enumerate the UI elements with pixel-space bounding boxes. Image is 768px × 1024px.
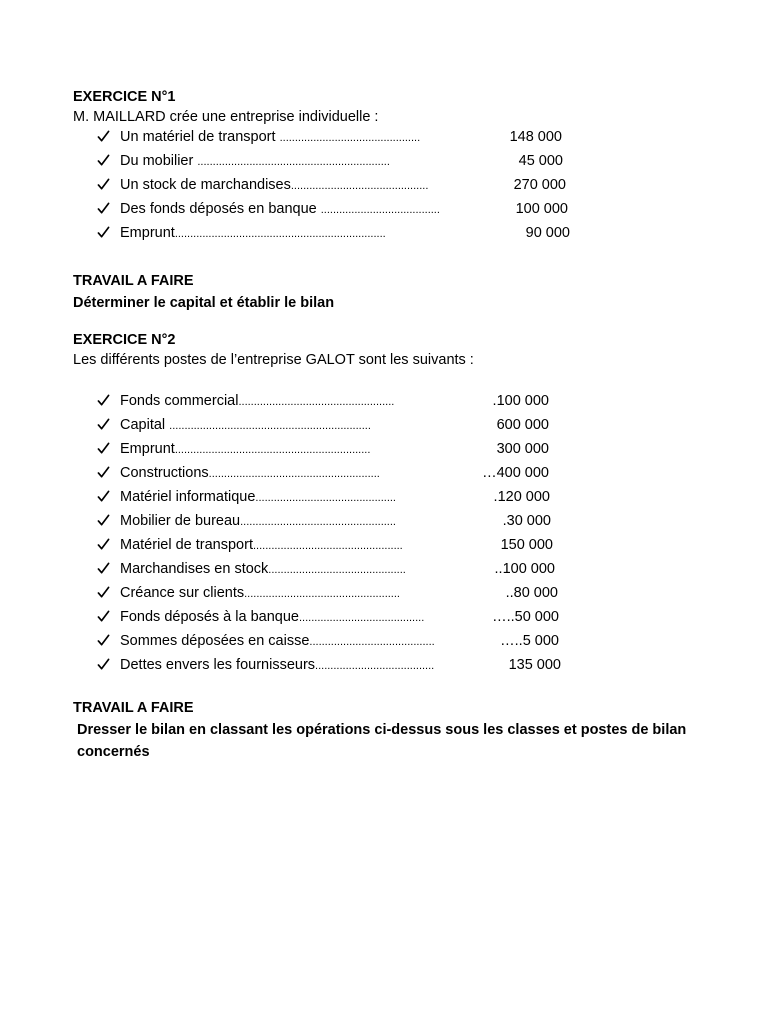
item-label: Fonds déposés à la banque (120, 609, 299, 625)
exercise-1-task-text: Déterminer le capital et établir le bilan (73, 295, 335, 311)
checkmark-icon (97, 488, 111, 506)
checkmark-icon (97, 560, 111, 578)
item-label: Matériel de transport (120, 537, 253, 553)
leader-dots: ....................................... (315, 660, 435, 672)
item-label: Un stock de marchandises (120, 177, 291, 193)
item-value: …..5 000 (500, 633, 559, 649)
item-value: .120 000 (493, 489, 550, 505)
item-value: 45 000 (518, 153, 563, 169)
item-value: …400 000 (482, 465, 549, 481)
item-label: Matériel informatique (120, 489, 256, 505)
exercise-2-task-text-line-2: concernés (77, 744, 150, 760)
item-label: Sommes déposées en caisse (120, 633, 310, 649)
checkmark-icon (97, 536, 111, 554)
leader-dots: ................................................... (244, 588, 400, 600)
exercise-1-task-title: TRAVAIL A FAIRE (73, 273, 194, 289)
leader-dots: ........................................................ (208, 468, 380, 480)
checkmark-icon (97, 512, 111, 530)
checkmark-icon (97, 608, 111, 626)
item-value: .100 000 (492, 393, 549, 409)
item-label: Un matériel de transport (120, 129, 280, 145)
checkmark-icon (97, 632, 111, 650)
item-label: Mobilier de bureau (120, 513, 241, 529)
leader-dots: ......................................... (298, 612, 425, 624)
checkmark-icon (97, 656, 111, 674)
item-value: 100 000 (515, 201, 568, 217)
item-label: Créance sur clients (120, 585, 245, 601)
checkmark-icon (97, 584, 111, 602)
exercise-2-task-title: TRAVAIL A FAIRE (73, 700, 194, 716)
checkmark-icon (97, 152, 111, 170)
item-value: 148 000 (509, 129, 562, 145)
exercise-2-task-text-line-1: Dresser le bilan en classant les opérations ci-dessus sous les classes et postes de bilan (77, 722, 687, 738)
item-label: Capital (120, 417, 170, 433)
item-value: ..100 000 (494, 561, 555, 577)
item-value: 300 000 (496, 441, 549, 457)
item-label: Des fonds déposés en banque (120, 201, 321, 217)
item-value: 90 000 (525, 225, 570, 241)
item-value: 600 000 (496, 417, 549, 433)
checkmark-icon (97, 128, 111, 146)
item-value: 135 000 (508, 657, 561, 673)
item-label: Constructions (120, 465, 209, 481)
checkmark-icon (97, 440, 111, 458)
checkmark-icon (97, 464, 111, 482)
leader-dots: ..................................................................... (174, 228, 386, 240)
leader-dots: ............................................................... (197, 156, 390, 168)
item-label: Dettes envers les fournisseurs (120, 657, 316, 673)
item-value: ..80 000 (505, 585, 558, 601)
leader-dots: .............................................. (279, 132, 421, 144)
item-label: Emprunt (120, 225, 175, 241)
item-value: 270 000 (513, 177, 566, 193)
leader-dots: ................................................................ (174, 444, 371, 456)
checkmark-icon (97, 176, 111, 194)
leader-dots: ......................................... (309, 636, 435, 648)
checkmark-icon (97, 224, 111, 242)
leader-dots: ................................................. (252, 540, 403, 552)
exercise-1-title: EXERCICE N°1 (73, 89, 176, 105)
item-value: .30 000 (502, 513, 551, 529)
exercise-1-intro: M. MAILLARD crée une entreprise individuelle : (73, 109, 379, 125)
leader-dots: ............................................. (268, 564, 406, 576)
item-label: Fonds commercial (120, 393, 239, 409)
leader-dots: ............................................. (290, 180, 429, 192)
leader-dots: ....................................... (320, 204, 440, 216)
checkmark-icon (97, 392, 111, 410)
leader-dots: .............................................. (255, 492, 396, 504)
leader-dots: ................................................... (238, 396, 395, 408)
leader-dots: ................................................... (240, 516, 396, 528)
item-label: Marchandises en stock (120, 561, 269, 577)
item-value: 150 000 (500, 537, 553, 553)
checkmark-icon (97, 200, 111, 218)
exercise-2-title: EXERCICE N°2 (73, 332, 176, 348)
checkmark-icon (97, 416, 111, 434)
item-label: Du mobilier (120, 153, 198, 169)
exercise-2-intro: Les différents postes de l’entreprise GALOT sont les suivants : (73, 352, 474, 368)
item-label: Emprunt (120, 441, 175, 457)
leader-dots: .................................................................. (169, 420, 371, 432)
item-value: …..50 000 (492, 609, 559, 625)
